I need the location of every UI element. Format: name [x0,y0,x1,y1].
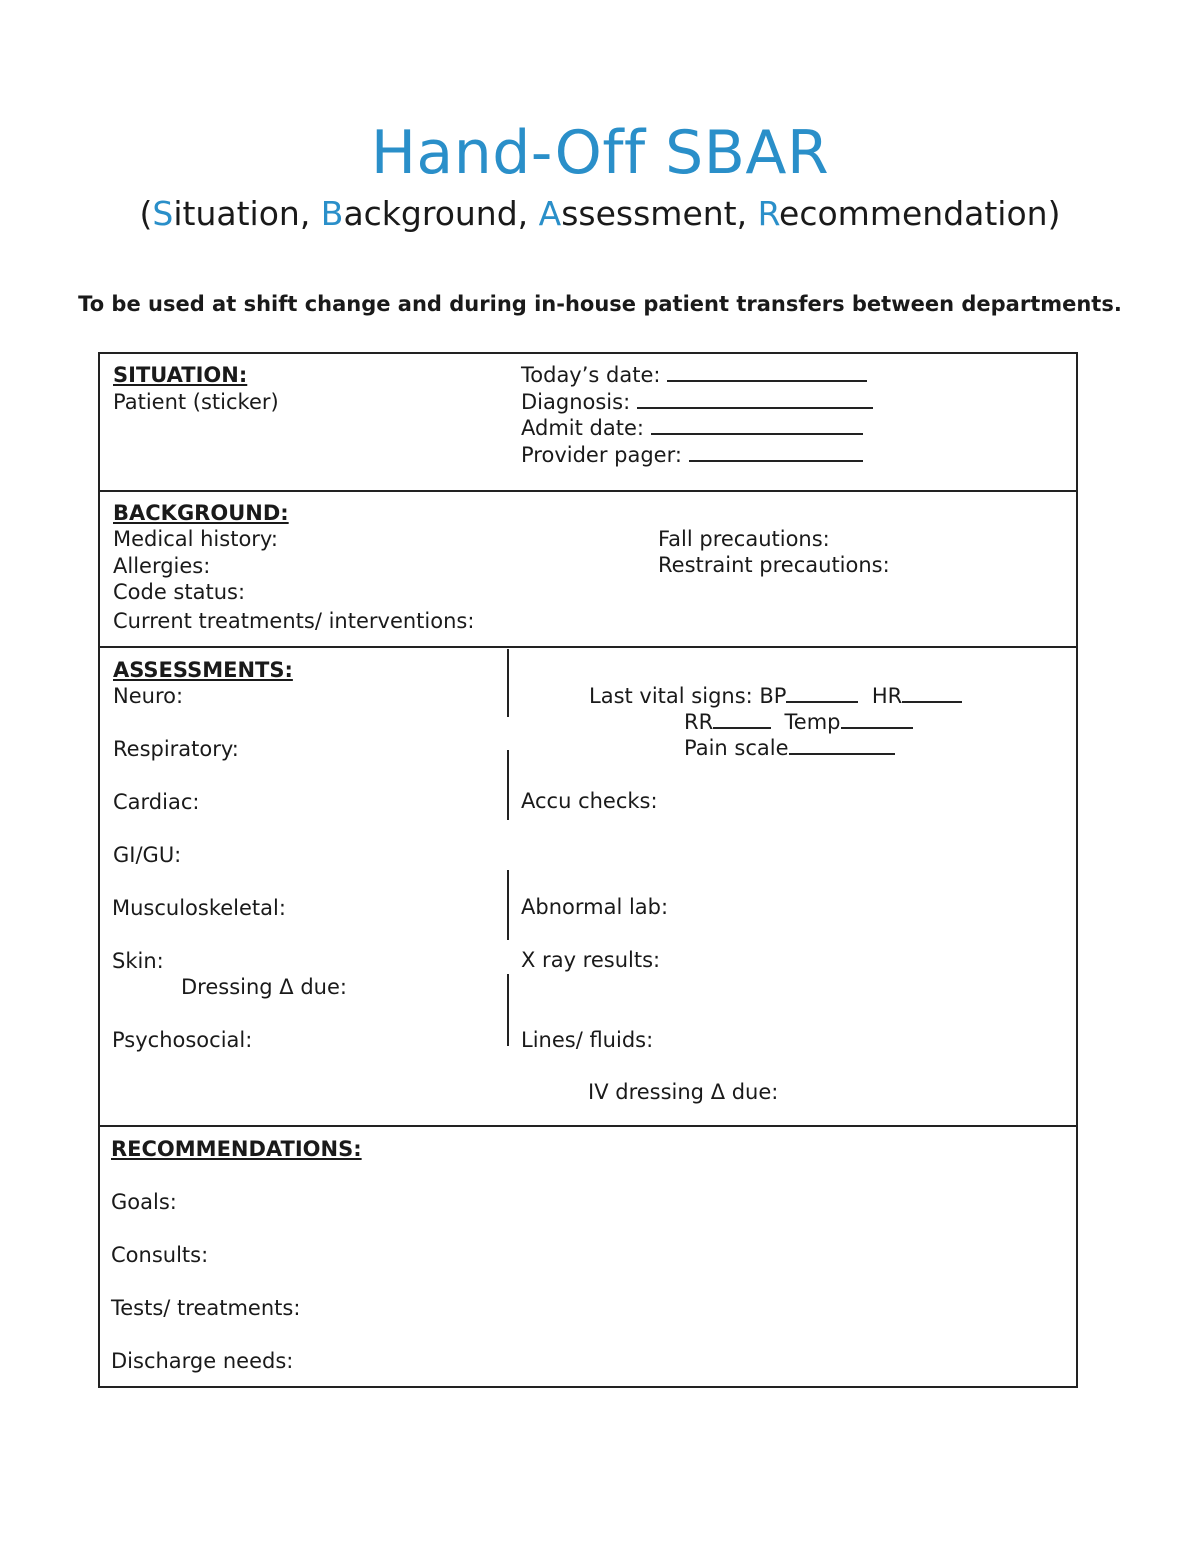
xray-results-label: X ray results: [521,948,661,972]
medical-history-label: Medical history: [113,527,278,551]
abnormal-lab-label: Abnormal lab: [521,895,669,919]
vital-signs-rr-temp[interactable]: RR Temp [684,709,913,735]
fall-precautions-label: Fall precautions: [658,527,830,551]
skin-label: Skin: [112,949,164,973]
column-separator [507,974,509,1046]
diagnosis-field[interactable]: Diagnosis: [521,389,873,415]
psychosocial-label: Psychosocial: [112,1028,253,1052]
goals-label: Goals: [111,1190,177,1214]
divider-assessments [100,1125,1076,1127]
admit-date-field[interactable]: Admit date: [521,415,863,441]
accu-checks-label: Accu checks: [521,789,658,813]
discharge-needs-label: Discharge needs: [111,1349,294,1373]
vital-signs-bp-hr[interactable]: Last vital signs: BP HR [589,683,962,709]
form-title: Hand-Off SBAR [370,118,830,188]
form-subtitle: (Situation, Background, Assessment, Recommendation) [139,194,1061,233]
cardiac-label: Cardiac: [113,790,200,814]
column-separator [507,649,509,717]
respiratory-label: Respiratory: [113,737,239,761]
column-separator [507,750,509,820]
sbar-form [98,352,1078,1388]
patient-sticker-label: Patient (sticker) [113,390,279,414]
tests-treatments-label: Tests/ treatments: [111,1296,301,1320]
restraint-precautions-label: Restraint precautions: [658,553,890,577]
divider-situation [100,490,1076,492]
provider-pager-field[interactable]: Provider pager: [521,442,863,468]
neuro-label: Neuro: [113,684,184,708]
column-separator [507,870,509,940]
assessments-heading: ASSESSMENTS: [113,658,293,682]
current-treatments-label: Current treatments/ interventions: [113,609,475,633]
iv-dressing-due-label: IV dressing Δ due: [588,1080,779,1104]
lines-fluids-label: Lines/ fluids: [521,1028,654,1052]
dressing-due-label: Dressing Δ due: [181,975,347,999]
musculoskeletal-label: Musculoskeletal: [112,896,286,920]
situation-heading: SITUATION: [113,363,248,387]
allergies-label: Allergies: [113,554,211,578]
divider-background [100,646,1076,648]
recommendations-heading: RECOMMENDATIONS: [111,1137,362,1161]
pain-scale-field[interactable]: Pain scale [684,735,895,761]
todays-date-field[interactable]: Today’s date: [521,362,867,388]
consults-label: Consults: [111,1243,209,1267]
code-status-label: Code status: [113,580,246,604]
background-heading: BACKGROUND: [113,501,289,525]
usage-instructions: To be used at shift change and during in-house patient transfers between departments. [78,292,1122,316]
gi-gu-label: GI/GU: [113,843,182,867]
